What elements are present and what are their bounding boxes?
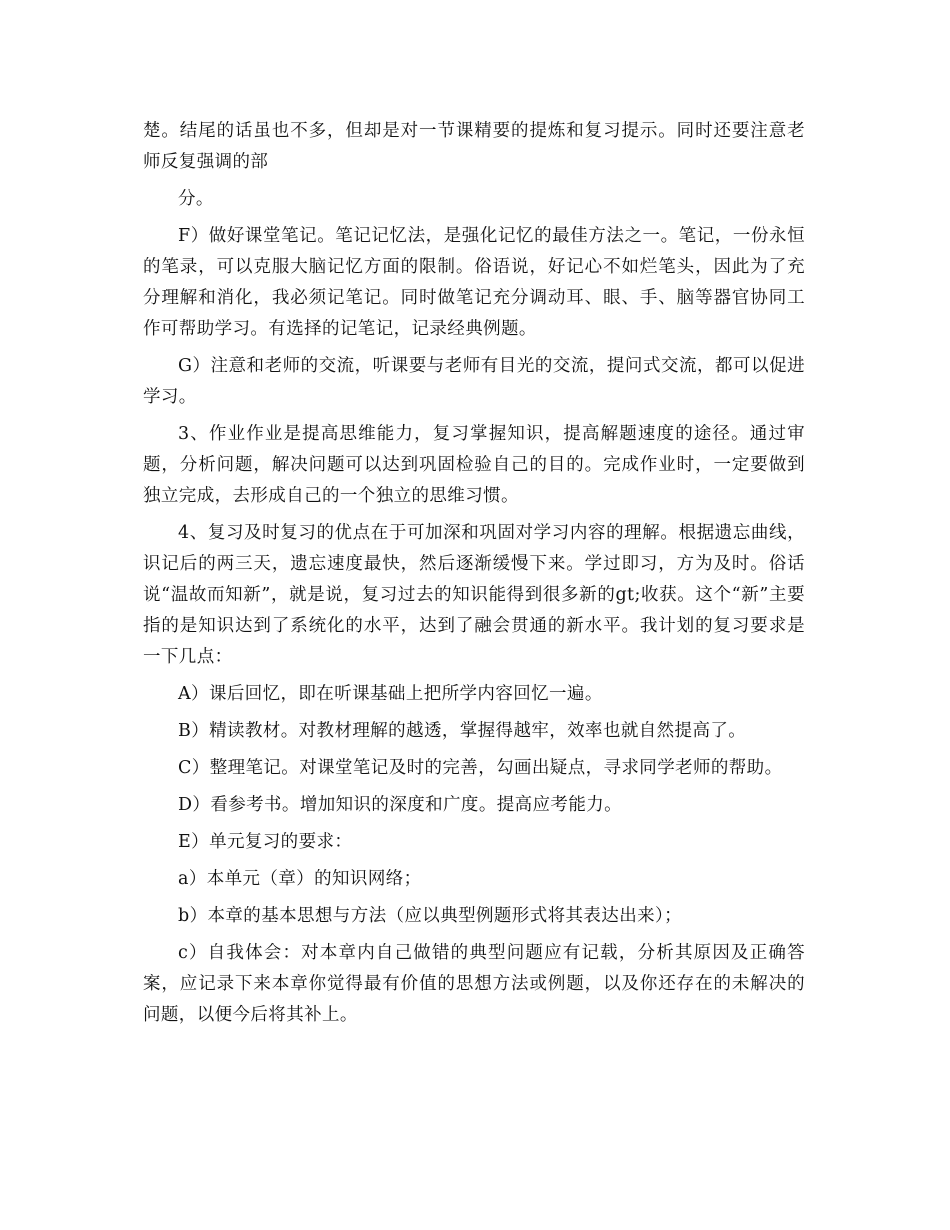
paragraph-continuation: 楚。结尾的话虽也不多，但却是对一节课精要的提炼和复习提示。同时还要注意老师反复强调的部	[143, 121, 805, 172]
sub-item-b: b）本章的基本思想与方法（应以典型例题形式将其表达出来）；	[178, 906, 683, 926]
paragraph-note-taking: F）做好课堂笔记。笔记记忆法，是强化记忆的最佳方法之一。笔记，一份永恒的笔录，可以克服大脑记忆方面的限制。俗语说，好记心不如烂笔头，因此为了充分理解和消化，我必须记笔记。同时做笔记充分调动耳、眼、手、脑等器官协同工作可帮助学习。有选择的记笔记，记录经典例题。	[143, 226, 805, 339]
document-body	[143, 116, 805, 1037]
list-item-e: E）单元复习的要求：	[178, 832, 353, 852]
sub-item-a: a）本单元（章）的知识网络；	[178, 869, 422, 889]
paragraph-fragment: 分。	[178, 189, 214, 209]
paragraph-homework: 3、作业作业是提高思维能力，复习掌握知识，提高解题速度的途径。通过审题，分析问题，解决问题可以达到巩固检验自己的目的。完成作业时，一定要做到独立完成，去形成自己的一个独立的思维习惯。	[143, 424, 805, 506]
list-item-a: A）课后回忆，即在听课基础上把所学内容回忆一遍。	[178, 684, 603, 704]
paragraph-review: 4、复习及时复习的优点在于可加深和巩固对学习内容的理解。根据遗忘曲线，识记后的两三天，遗忘速度最快，然后逐渐缓慢下来。学过即习，方为及时。俗话说“温故而知新”，就是说，复习过去的知识能得到很多新的gt;收获。这个“新”主要指的是知识达到了系统化的水平，达到了融会贯通的新水平。我计划的复习要求是一下几点：	[143, 523, 805, 667]
paragraph-teacher-communication: G）注意和老师的交流，听课要与老师有目光的交流，提问式交流，都可以促进学习。	[143, 356, 805, 407]
list-item-b: B）精读教材。对教材理解的越透，掌握得越牢，效率也就自然提高了。	[178, 721, 747, 741]
sub-item-c: c）自我体会：对本章内自己做错的典型问题应有记载，分析其原因及正确答案，应记录下来本章你觉得最有价值的思想方法或例题，以及你还存在的未解决的问题，以便今后将其补上。	[143, 943, 805, 1025]
list-item-d: D）看参考书。增加知识的深度和广度。提高应考能力。	[178, 795, 623, 815]
list-item-c: C）整理笔记。对课堂笔记及时的完善，勾画出疑点，寻求同学老师的帮助。	[178, 758, 783, 778]
